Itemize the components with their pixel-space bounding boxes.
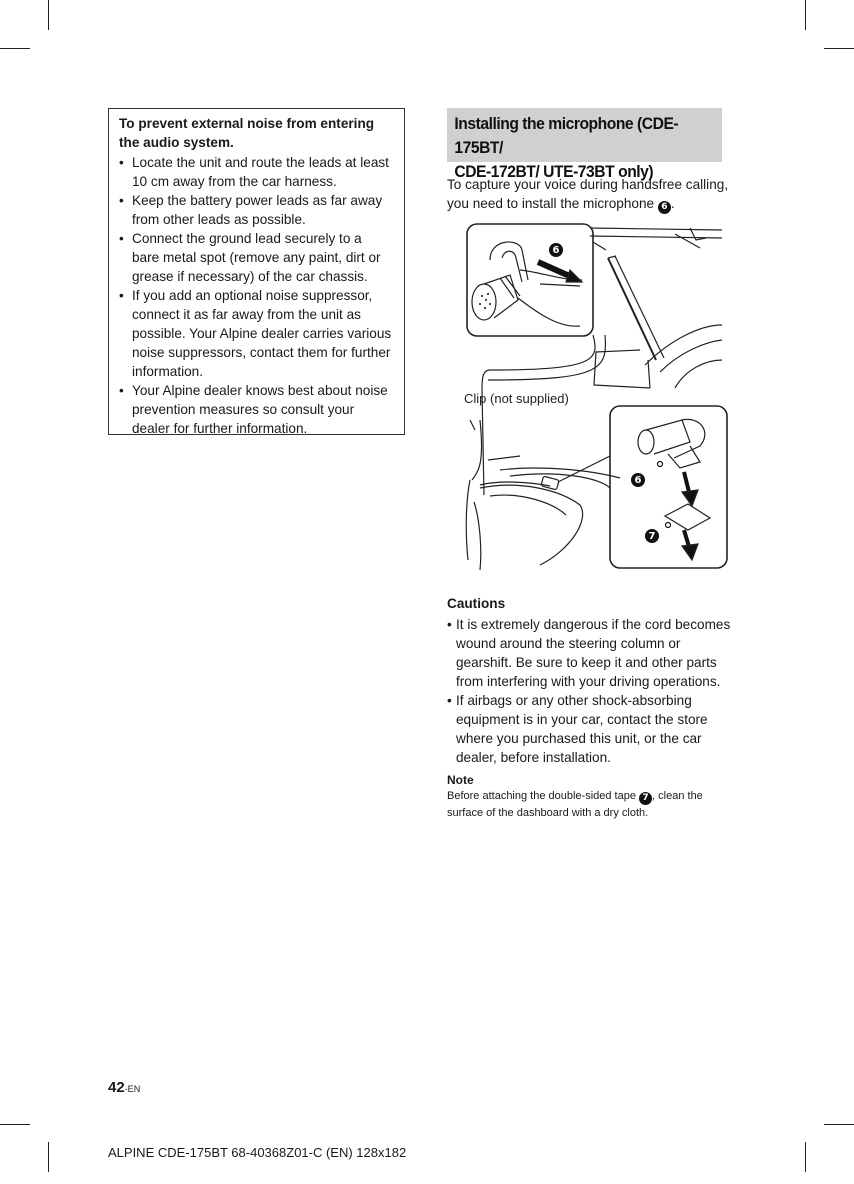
cautions-list bbox=[447, 615, 739, 767]
crop-mark bbox=[824, 48, 854, 49]
callout-mid bbox=[631, 473, 645, 487]
callout-top-label: 6 bbox=[552, 245, 560, 256]
page-number-value: 42 bbox=[108, 1079, 125, 1096]
section-heading-line2: CDE-172BT/ UTE-73BT only) bbox=[454, 162, 654, 181]
crop-mark bbox=[0, 48, 30, 49]
list-item: • Connect the ground lead securely to a bare metal spot (remove any paint, dirt or grease if necessary) of the car chassis. bbox=[119, 229, 392, 286]
clip-label: Clip (not supplied) bbox=[464, 391, 569, 406]
crop-mark bbox=[48, 0, 49, 30]
crop-mark bbox=[805, 1142, 806, 1172]
list-item: • It is extremely dangerous if the cord becomes wound around the steering column or gearshift. Be sure to keep it and other parts from interfering with your driving operations. bbox=[447, 615, 739, 691]
note-text-before: Before attaching the double-sided tape bbox=[447, 790, 636, 802]
note-body bbox=[447, 788, 737, 822]
crop-mark bbox=[824, 1124, 854, 1125]
list-item: • If airbags or any other shock-absorbing equipment is in your car, contact the store where you purchased this unit, or the car dealer, before installation. bbox=[447, 691, 739, 767]
list-item: • If you add an optional noise suppressor, connect it as far away from the unit as possible. Your Alpine dealer carries various noise suppressors, contact them for further information. bbox=[119, 286, 392, 381]
intro-end: . bbox=[670, 196, 675, 211]
callout-mid-label: 6 bbox=[634, 475, 642, 486]
page-number-suffix: -EN bbox=[124, 1084, 141, 1094]
list-item: • Keep the battery power leads as far away from other leads as possible. bbox=[119, 191, 392, 229]
intro-text: To capture your voice during handsfree calling, you need to install the microphone bbox=[447, 177, 729, 211]
part-number-badge: 7 bbox=[639, 792, 652, 805]
page-number bbox=[108, 1079, 140, 1096]
crop-mark bbox=[0, 1124, 30, 1125]
callout-bottom-label: 7 bbox=[648, 531, 656, 542]
note-title: Note bbox=[447, 773, 474, 787]
intro-paragraph bbox=[447, 175, 747, 214]
noise-box-list bbox=[119, 153, 392, 438]
callout-top bbox=[549, 243, 563, 257]
list-item: • Your Alpine dealer knows best about noise prevention measures so consult your dealer for further information. bbox=[119, 381, 392, 438]
section-heading bbox=[447, 108, 722, 181]
microphone-installation-diagram bbox=[460, 220, 730, 572]
print-footer: ALPINE CDE-175BT 68-40368Z01-C (EN) 128x182 bbox=[108, 1145, 407, 1160]
crop-mark bbox=[805, 0, 806, 30]
note-section bbox=[447, 772, 737, 822]
noise-box-heading: To prevent external noise from entering the audio system. bbox=[119, 116, 375, 150]
cautions-title: Cautions bbox=[447, 596, 506, 611]
noise-prevention-box bbox=[108, 108, 405, 435]
note-text-after: , clean the surface of the dashboard with a dry cloth. bbox=[447, 790, 703, 819]
part-number-badge: 6 bbox=[658, 201, 671, 214]
section-heading-line1: Installing the microphone (CDE-175BT/ bbox=[454, 114, 679, 157]
callout-bottom bbox=[645, 529, 659, 543]
list-item: • Locate the unit and route the leads at least 10 cm away from the car harness. bbox=[119, 153, 392, 191]
crop-mark bbox=[48, 1142, 49, 1172]
cautions-section bbox=[447, 594, 739, 767]
